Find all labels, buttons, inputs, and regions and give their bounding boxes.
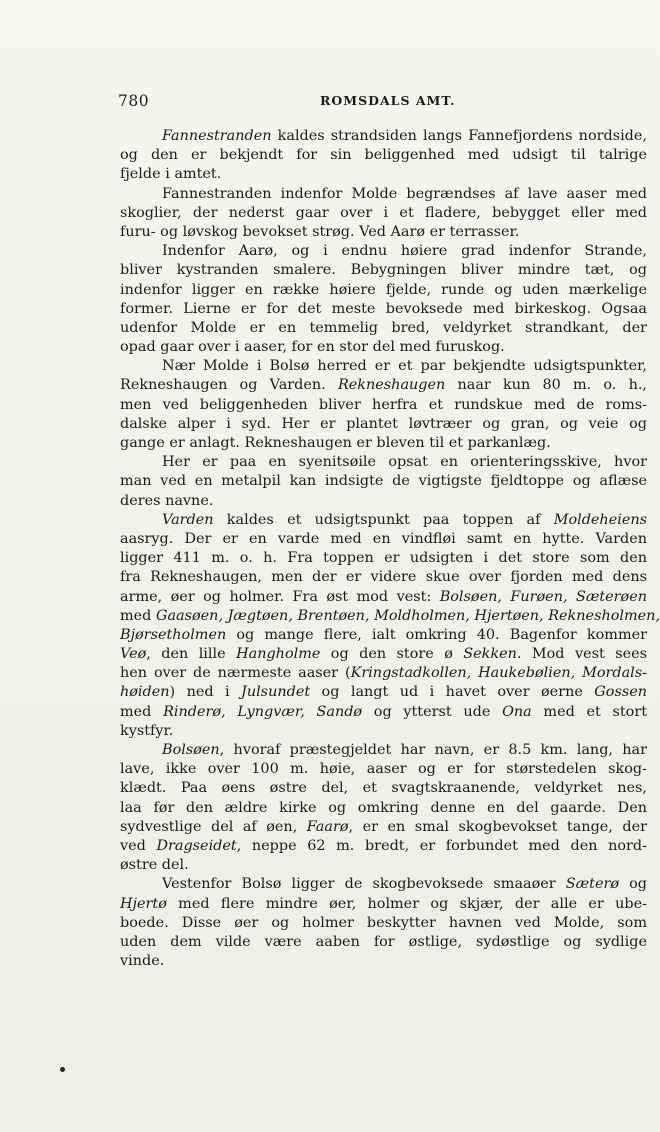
text-line — [120, 165, 647, 184]
text-line — [120, 223, 647, 242]
text-line — [120, 818, 647, 837]
text-run: dalske alper i syd. Her er plantet løvtræer og gran, og veie og — [120, 415, 647, 432]
text-run: lave, ikke over 100 m. høie, aaser og er for størstedelen skog- — [120, 761, 647, 778]
text-run: kaldes strandsiden langs Fannefjordens nordside, — [271, 128, 647, 144]
italic-term: Gossen — [594, 684, 648, 701]
text-run: bliver kystranden smalere. Bebygningen bliver mindre tæt, og — [120, 262, 647, 279]
text-run: og — [619, 876, 647, 893]
italic-term: Veø — [120, 646, 147, 663]
text-run: og mange flere, ialt omkring 40. Bagenfor kommer — [226, 626, 647, 643]
text-run: med — [120, 703, 164, 720]
text-line — [120, 895, 647, 914]
text-line — [120, 703, 647, 722]
italic-term: Kringstadkollen, Haukebølien, Mordals- — [350, 665, 648, 682]
italic-term: Sæterø — [565, 876, 620, 893]
text-run: arme, øer og holmer. Fra øst mod vest: — [120, 588, 440, 605]
text-line — [120, 338, 647, 357]
text-run: skoglier, der nederst gaar over i et fladere, bebygget eller med — [120, 204, 647, 221]
text-run: ) ned i — [169, 684, 242, 701]
italic-term: Rekneshaugen — [337, 377, 446, 394]
text-line — [120, 741, 647, 760]
text-run: sydvestlige del af øen, — [120, 818, 307, 835]
text-run: man ved en metalpil kan indsigte de vigtigste fjeldtoppe og aflæse — [120, 473, 647, 490]
text-line — [120, 242, 647, 261]
running-head: ROMSDALS AMT. — [320, 93, 456, 108]
text-run: Vestenfor Bolsø ligger de skogbevoksede smaaøer — [162, 876, 566, 893]
text-line — [120, 415, 647, 434]
text-run: med et stort — [531, 703, 648, 720]
text-run: ved — [120, 837, 157, 854]
page-number: 780 — [118, 92, 150, 110]
text-run: , neppe 62 m. bredt, er forbundet med den nord- — [236, 837, 647, 854]
text-line — [120, 952, 647, 971]
italic-term: Dragseidet — [156, 837, 237, 854]
text-run: og ytterst ude — [362, 703, 503, 720]
italic-term: Bjørsetholmen — [120, 626, 227, 643]
text-run: kystfyr. — [120, 722, 174, 739]
ink-speck — [60, 1067, 65, 1072]
text-line — [120, 127, 647, 146]
text-run: fjelde i amtet. — [120, 166, 222, 183]
text-line — [120, 492, 647, 511]
text-run: og den er bekjendt for sin beliggenhed med udsigt til talrige — [120, 147, 647, 164]
text-run: udenfor Molde er en temmelig bred, veldyrket strandkant, der — [120, 319, 647, 336]
text-line — [120, 281, 647, 300]
text-run: men ved beliggenheden bliver herfra et rundskue med de roms- — [120, 396, 647, 413]
text-line — [120, 319, 647, 338]
text-run: indenfor ligger en række høiere fjelde, runde og uden mærkelige — [120, 281, 647, 298]
text-run: . Mod vest sees — [516, 646, 647, 663]
italic-term: Bolsøen — [162, 742, 220, 758]
text-run: furu- og løvskog bevokset strøg. Ved Aarø er terrasser. — [120, 223, 520, 240]
italic-term: Varden — [162, 511, 214, 528]
text-line — [120, 607, 660, 626]
text-line — [120, 549, 647, 568]
italic-term: Hangholme — [236, 646, 321, 663]
text-run: aasryg. Der er en varde med en vindfløi samt en hytte. Varden — [120, 530, 647, 547]
text-line — [120, 530, 647, 549]
text-line — [120, 722, 647, 741]
text-line — [120, 568, 647, 587]
text-run: opad gaar over i aaser, for en stor del med furuskog. — [120, 339, 505, 356]
text-run: , den lille — [146, 646, 237, 663]
text-line — [120, 396, 647, 415]
text-line — [120, 799, 647, 818]
text-run: boede. Disse øer og holmer beskytter havnen ved Molde, som — [120, 914, 647, 931]
text-line — [120, 300, 647, 319]
text-run: kaldes et udsigtspunkt paa toppen af — [213, 511, 554, 528]
text-run: ligger 411 m. o. h. Fra toppen er udsigten i det store som den — [120, 550, 647, 567]
text-run: Indenfor Aarø, og i endnu høiere grad indenfor Strande, — [162, 243, 647, 260]
text-line — [120, 261, 647, 280]
text-run: klædt. Paa øens østre del, et svagtskraanende, veldyrket nes, — [120, 780, 647, 797]
text-run: fra Rekneshaugen, men der er videre skue over fjorden med dens — [120, 569, 647, 586]
italic-term: Ona — [502, 703, 532, 720]
text-line — [120, 376, 647, 395]
text-line — [120, 645, 647, 664]
text-run: laa før den ældre kirke og omkring denne en del gaarde. Den — [120, 799, 647, 816]
italic-term: Hjertø — [120, 895, 167, 912]
text-line — [120, 626, 647, 645]
text-line — [120, 204, 647, 223]
text-run: østre del. — [120, 857, 189, 874]
text-line — [120, 511, 647, 530]
italic-term: Moldeheiens — [553, 511, 647, 528]
text-run: gange er anlagt. Rekneshaugen er bleven til et parkanlæg. — [120, 435, 551, 451]
text-line — [120, 453, 647, 472]
italic-term: Fannestranden — [162, 128, 272, 144]
text-line — [120, 357, 647, 376]
italic-term: Julsundet — [241, 684, 311, 701]
text-run: , hvoraf præstegjeldet har navn, er 8.5 km. lang, har — [219, 742, 647, 758]
text-line — [120, 856, 647, 875]
text-line — [120, 779, 647, 798]
text-run: deres navne. — [120, 492, 214, 509]
text-run: Fannestranden indenfor Molde begrændses af lave aaser med — [162, 185, 647, 202]
text-line — [120, 472, 647, 491]
text-run: Her er paa en syenitsøile opsat en orienteringsskive, hvor — [162, 454, 647, 471]
text-run: former. Lierne er for det meste bevoksede med birkeskog. Ogsaa — [120, 300, 647, 317]
italic-term: Bolsøen, Furøen, Sæterøen — [439, 588, 647, 605]
text-line — [120, 683, 647, 702]
italic-term: Faarø — [306, 818, 349, 835]
text-line — [120, 837, 647, 856]
text-line — [120, 146, 647, 165]
italic-term: Sekken — [463, 646, 517, 663]
text-run: vinde. — [120, 953, 165, 970]
text-line — [120, 185, 647, 204]
italic-term: høiden — [120, 684, 170, 701]
text-line — [120, 588, 647, 607]
text-run: uden dem vilde være aaben for østlige, sydøstlige og sydlige — [120, 933, 647, 950]
text-line — [120, 760, 647, 779]
italic-term: Rinderø, Lyngvær, Sandø — [163, 703, 363, 720]
text-run: hen over de nærmeste aaser ( — [120, 665, 351, 682]
italic-term: Gaasøen, Jægtøen, Brentøen, Moldholmen, Hjertøen, Reknesholmen, — [155, 607, 660, 624]
text-line — [120, 664, 647, 683]
text-run: naar kun 80 m. o. h., — [445, 377, 647, 394]
text-run: og den store ø — [320, 646, 464, 663]
text-run: , er en smal skogbevokset tange, der — [348, 818, 647, 835]
text-line — [120, 914, 647, 933]
body-text — [120, 127, 660, 971]
text-line — [120, 434, 647, 453]
text-run: med — [120, 607, 156, 624]
text-run: med flere mindre øer, holmer og skjær, der alle er ube- — [166, 895, 647, 912]
text-run: Nær Molde i Bolsø herred er et par bekjendte udsigtspunkter, — [162, 358, 647, 375]
text-run: og langt ud i havet over øerne — [310, 684, 595, 701]
text-line — [120, 875, 647, 894]
text-line — [120, 933, 647, 952]
page-header — [118, 92, 640, 112]
text-run: Rekneshaugen og Varden. — [120, 377, 338, 394]
